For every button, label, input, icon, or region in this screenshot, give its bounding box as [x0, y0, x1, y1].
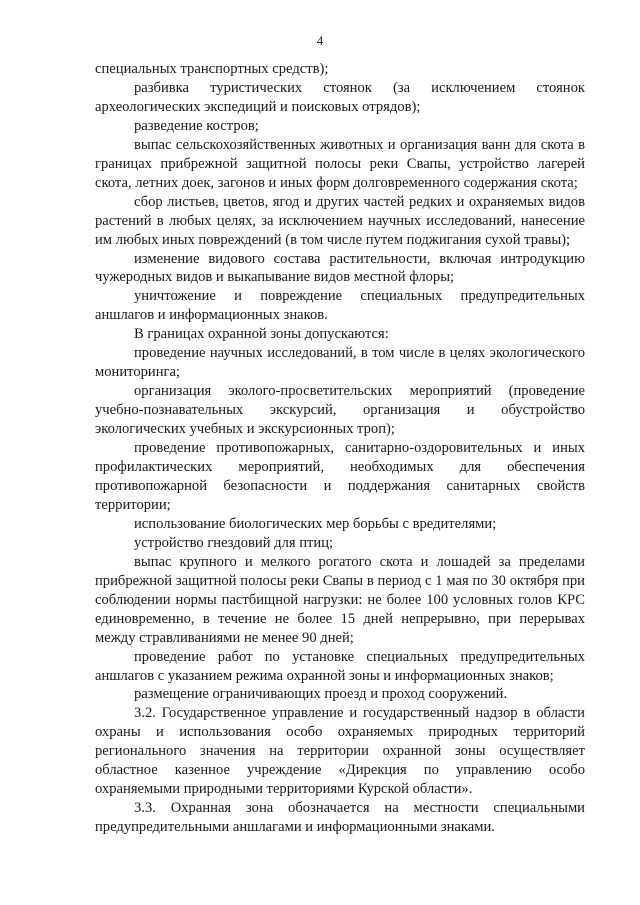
page-number: 4 [316, 33, 324, 48]
section-3-3-paragraph: 3.3. Охранная зона обозначается на местности специальными предупредительными аншлагами и информационными знаками. [95, 800, 585, 836]
paragraph: проведение научных исследований, в том числе в целях экологического мониторинга; [95, 345, 585, 381]
paragraph: изменение видового состава растительности, включая интродукцию чужеродных видов и выкапывание видов местной флоры; [95, 250, 585, 286]
paragraph: В границах охранной зоны допускаются: [134, 326, 389, 343]
paragraph-continuation: специальных транспортных средств); [95, 61, 329, 77]
paragraph: разведение костров; [134, 117, 259, 134]
paragraph: разбивка туристических стоянок (за исключением стоянок археологических экспедиций и поисковых отрядов); [95, 79, 585, 115]
paragraph: устройство гнездовий для птиц; [134, 534, 334, 551]
paragraph: сбор листьев, цветов, ягод и других частей редких и охраняемых видов растений в любых целях, за исключением научных исследований, нанесение им любых иных повреждений (в том числе путем поджигания сухой травы); [95, 193, 585, 248]
paragraph: выпас крупного и мелкого рогатого скота и лошадей за пределами прибрежной защитной полосы реки Свапы в период с 1 мая по 30 октября при соблюдении нормы пастбищной нагрузки: не более 100 условных голов КРС единовременно, в течение не более 15 дней непрерывно, при перерывах между стравливаниями не менее 90 дней; [95, 553, 585, 646]
paragraph: проведение противопожарных, санитарно-оздоровительных и иных профилактических мероприятий, необходимых для обеспечения противопожарной безопасности и поддержания санитарных свойств территории; [95, 440, 585, 513]
paragraph: размещение ограничивающих проезд и проход сооружений. [134, 686, 508, 703]
paragraph: уничтожение и повреждение специальных предупредительных аншлагов и информационных знаков. [95, 288, 585, 324]
paragraph: выпас сельскохозяйственных животных и организация ванн для скота в границах прибрежной защитной полосы реки Свапы, устройство лагерей скота, летних доек, загонов и иных форм долговременного содержания скота; [95, 136, 585, 191]
paragraph: организация эколого-просветительских мероприятий (проведение учебно-познавательных экскурсий, организация и обустройство экологических учебных и экскурсионных троп); [95, 383, 585, 438]
paragraph: использование биологических мер борьбы с вредителями; [134, 515, 497, 532]
paragraph: проведение работ по установке специальных предупредительных аншлагов с указанием режима охранной зоны и информационных знаков; [95, 648, 585, 684]
section-3-2-paragraph: 3.2. Государственное управление и государственный надзор в области охраны и использования особо охраняемых природных территорий регионального значения на территории охранной зоны осуществляет областное казенное учреждение «Дирекция по управлению особо охраняемыми природными территориями Курской области». [95, 705, 585, 798]
document-body [95, 60, 585, 837]
